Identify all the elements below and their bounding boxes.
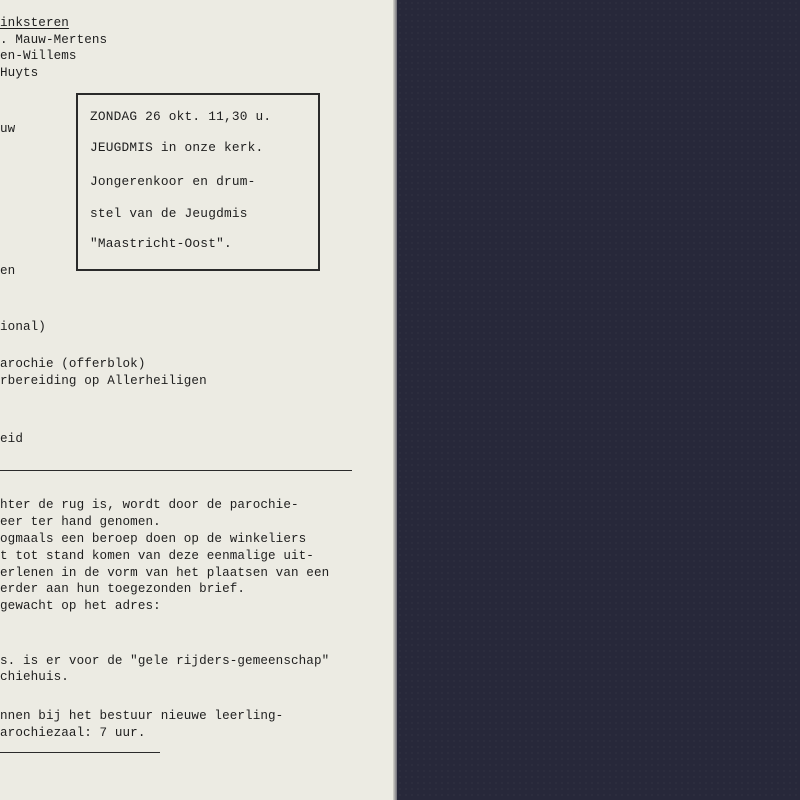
dark-cover-panel xyxy=(397,0,800,800)
fragment-ional: ional) xyxy=(0,320,46,334)
footer-rule xyxy=(0,752,160,753)
document-page xyxy=(0,0,397,800)
body-line-3: ogmaals een beroep doen op de winkeliers xyxy=(0,532,307,546)
body-line-6: erder aan hun toegezonden brief. xyxy=(0,582,246,596)
fragment-parochie: arochie (offerblok) xyxy=(0,357,146,371)
notice-box xyxy=(76,93,320,271)
header-line-4: Huyts xyxy=(0,66,39,80)
bestuur-line-2: arochiezaal: 7 uur. xyxy=(0,726,146,740)
fragment-voorbereiding: rbereiding op Allerheiligen xyxy=(0,374,207,388)
bestuur-line-1: nnen bij het bestuur nieuwe leerling- xyxy=(0,709,284,723)
body-line-2: eer ter hand genomen. xyxy=(0,515,161,529)
fragment-eid: eid xyxy=(0,432,23,446)
body-line-7: gewacht op het adres: xyxy=(0,599,161,613)
notice-line-4: stel van de Jeugdmis xyxy=(90,206,248,221)
body-line-5: erlenen in de vorm van het plaatsen van een xyxy=(0,566,330,580)
divider-line xyxy=(0,470,352,471)
notice-line-2: JEUGDMIS in onze kerk. xyxy=(90,140,264,155)
header-line-2: . Mauw-Mertens xyxy=(0,33,108,47)
body-line-1: hter de rug is, wordt door de parochie- xyxy=(0,498,299,512)
gele-rijders-line-2: chiehuis. xyxy=(0,670,69,684)
gele-rijders-line-1: s. is er voor de "gele rijders-gemeenschap" xyxy=(0,654,330,668)
notice-line-1: ZONDAG 26 okt. 11,30 u. xyxy=(90,109,272,124)
header-line-3: en-Willems xyxy=(0,49,77,63)
notice-line-3: Jongerenkoor en drum- xyxy=(90,174,256,189)
fragment-en: en xyxy=(0,264,16,278)
fragment-uw: uw xyxy=(0,122,16,136)
notice-line-5: "Maastricht-Oost". xyxy=(90,236,232,251)
body-line-4: t tot stand komen van deze eenmalige uit- xyxy=(0,549,314,563)
header-line-1: inksteren xyxy=(0,16,69,30)
